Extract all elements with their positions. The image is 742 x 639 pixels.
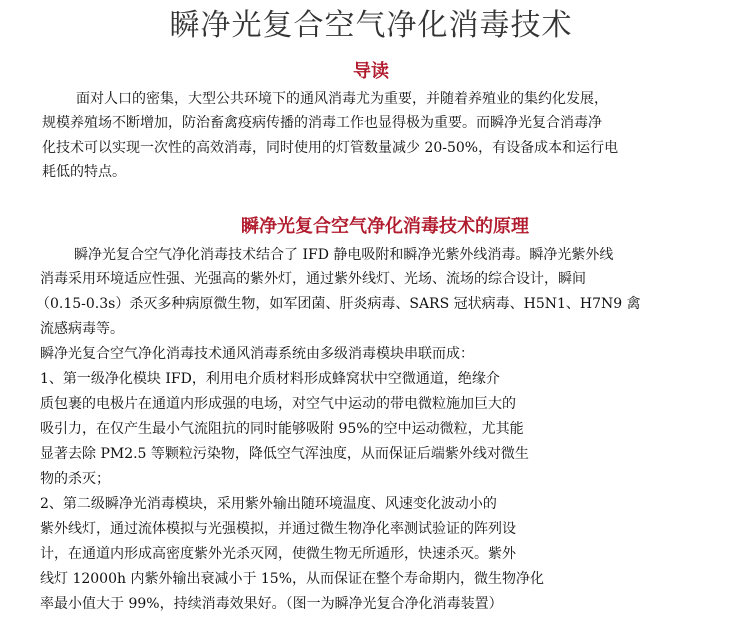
principle-line: 1、第一级净化模块 IFD，利用电介质材料形成蜂窝状中空微通道，绝缘介 — [40, 371, 500, 387]
principle-line: 消毒采用环境适应性强、光强高的紫外灯，通过紫外线灯、光场、流场的综合设计，瞬间 — [40, 271, 586, 287]
principle-line: 线灯 12000h 内紫外输出衰减小于 15%，从而保证在整个寿命期内，微生物净化 — [40, 571, 545, 587]
principle-line: 显著去除 PM2.5 等颗粒污染物，降低空气浑浊度，从而保证后端紫外线对微生 — [40, 446, 529, 462]
principle-line: 瞬净光复合空气净化消毒技术通风消毒系统由多级消毒模块串联而成： — [40, 346, 474, 362]
principle-line: 流感病毒等。 — [40, 321, 124, 337]
principle-line: 紫外线灯，通过流体模拟与光强模拟，并通过微生物净化率测试验证的阵列设 — [40, 521, 516, 537]
intro-line: 化技术可以实现一次性的高效消毒，同时使用的灯管数量减少 20-50%，有设备成本和运行电 — [42, 140, 619, 156]
intro-line: 规模养殖场不断增加，防治畜禽疫病传播的消毒工作也显得极为重要。而瞬净光复合消毒净 — [42, 115, 602, 131]
principle-line: 物的杀灭； — [40, 471, 110, 487]
principle-line: （0.15-0.3s）杀灭多种病原微生物，如军团菌、肝炎病毒、SARS 冠状病毒、H5N1、H7N9 禽 — [36, 296, 641, 312]
page-title: 瞬净光复合空气净化消毒技术 — [169, 8, 573, 43]
intro-line: 耗低的特点。 — [42, 164, 126, 180]
principle-line: 率最小值大于 99%，持续消毒效果好。（图一为瞬净光复合净化消毒装置） — [40, 596, 503, 612]
principle-line: 2、第二级瞬净光消毒模块，采用紫外输出随环境温度、风速变化波动小的 — [40, 496, 497, 512]
intro-heading: 导读 — [353, 61, 389, 82]
principle-line: 吸引力，在仅产生最小气流阻抗的同时能够吸附 95%的空中运动微粒，尤其能 — [40, 421, 524, 437]
principle-line: 计，在通道内形成高密度紫外光杀灭网，使微生物无所遁形，快速杀灭。紫外 — [40, 546, 516, 562]
intro-line: 面对人口的密集，大型公共环境下的通风消毒尤为重要，并随着养殖业的集约化发展， — [76, 91, 608, 107]
principle-line: 瞬净光复合空气净化消毒技术结合了 IFD 静电吸附和瞬净光紫外线消毒。瞬净光紫外线 — [74, 247, 614, 263]
principle-heading: 瞬净光复合空气净化消毒技术的原理 — [241, 216, 529, 237]
principle-line: 质包裹的电极片在通道内形成强的电场，对空气中运动的带电微粒施加巨大的 — [40, 396, 516, 412]
